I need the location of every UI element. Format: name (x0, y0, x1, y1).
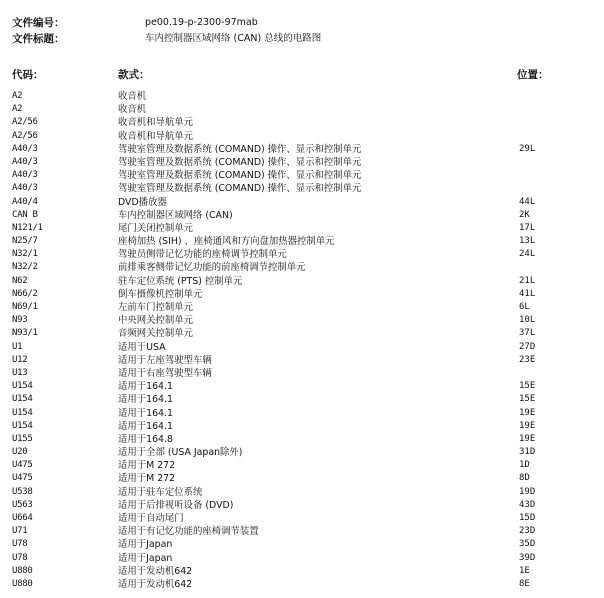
table-row (0, 156, 604, 169)
row-position: 29L (519, 143, 536, 154)
row-code: N93 (12, 315, 28, 326)
column-header-model: 款式： (118, 69, 150, 81)
row-position: 1D (519, 460, 530, 471)
table-row (0, 116, 604, 129)
row-code: A40/3 (12, 143, 38, 154)
table-row (0, 288, 604, 301)
table-row (0, 512, 604, 525)
table-row (0, 248, 604, 261)
row-code: N66/2 (12, 288, 38, 299)
row-code: U880 (12, 578, 33, 589)
row-code: N25/7 (12, 236, 38, 247)
table-row (0, 341, 604, 354)
row-code: U475 (12, 460, 33, 471)
row-position: 17L (519, 222, 536, 233)
row-model: 适用于发动机642 (118, 578, 193, 590)
row-model: 座椅加热 (SIH) 、座椅通风和方向盘加热器控制单元 (118, 236, 335, 248)
row-model: 适用于164.8 (118, 433, 173, 445)
row-model: 音频网关控制单元 (118, 328, 194, 340)
row-model: 收音机和导航单元 (118, 117, 194, 129)
table-row (0, 169, 604, 182)
table-row (0, 354, 604, 367)
table-row (0, 301, 604, 314)
row-model: 适用于全部 (USA Japan除外) (118, 447, 243, 459)
row-model: 适用于Japan (118, 552, 173, 564)
row-code: U155 (12, 433, 33, 444)
row-model: 车内控制器区域网络 (CAN) (118, 209, 233, 221)
row-position: 23D (519, 526, 536, 537)
row-model: 尾门关闭控制单元 (118, 222, 194, 234)
table-row (0, 103, 604, 116)
row-model: 适用于发动机642 (118, 565, 193, 577)
row-code: A40/3 (12, 170, 38, 181)
row-position: 19D (519, 486, 536, 497)
row-position: 21L (519, 275, 536, 286)
row-code: CAN B (12, 209, 38, 220)
row-code: A40/3 (12, 156, 38, 167)
row-model: 驻车定位系统 (PTS) 控制单元 (118, 275, 243, 287)
doc-number-value: pe00.19-p-2300-97mab (145, 17, 258, 28)
row-position: 43D (519, 499, 536, 510)
row-code: U154 (12, 407, 33, 418)
row-code: U20 (12, 447, 28, 458)
table-row (0, 499, 604, 512)
row-position: 27D (519, 341, 536, 352)
row-model: 适用于164.1 (118, 407, 173, 419)
table-row (0, 143, 604, 156)
row-position: 13L (519, 236, 536, 247)
table-row (0, 327, 604, 340)
table-row (0, 565, 604, 578)
row-code: U78 (12, 552, 28, 563)
table-row (0, 459, 604, 472)
row-code: U12 (12, 354, 28, 365)
row-code: A2 (12, 91, 23, 101)
doc-number-label: 文件编号： (12, 17, 65, 29)
table-row (0, 182, 604, 195)
row-code: U154 (12, 394, 33, 405)
table-row (0, 380, 604, 393)
row-code: U475 (12, 473, 33, 484)
row-position: 1E (519, 565, 530, 576)
table-row (0, 578, 604, 591)
row-code: U880 (12, 565, 33, 576)
row-model: 适用于USA (118, 341, 166, 353)
row-code: U154 (12, 381, 33, 392)
row-model: 前排乘客侧带记忆功能的前座椅调节控制单元 (118, 262, 306, 274)
row-model: 适用于M 272 (118, 473, 176, 485)
row-position: 37L (519, 328, 536, 339)
row-code: U664 (12, 513, 33, 523)
row-position: 41L (519, 288, 536, 299)
row-position: 8D (519, 473, 530, 484)
doc-title-value: 车内控制器区域网络 (CAN) 总线的电路图 (145, 33, 322, 44)
row-code: A40/3 (12, 183, 38, 194)
table-row (0, 275, 604, 288)
row-model: 适用于左座驾驶型车辆 (118, 354, 212, 366)
row-model: 适用于164.1 (118, 420, 173, 432)
row-model: 驾驶室管理及数据系统 (COMAND) 操作、显示和控制单元 (118, 183, 362, 195)
row-position: 23E (519, 354, 536, 365)
row-model: 驾驶室管理及数据系统 (COMAND) 操作、显示和控制单元 (118, 170, 362, 182)
row-position: 24L (519, 249, 536, 260)
table-row (0, 433, 604, 446)
table-row (0, 538, 604, 551)
row-position: 44L (519, 196, 536, 207)
row-model: 驾驶员侧带记忆功能的座椅调节控制单元 (118, 249, 287, 261)
row-code: U13 (12, 367, 28, 378)
column-header-position: 位置： (517, 69, 549, 81)
row-model: 适用于驻车定位系统 (118, 486, 203, 498)
row-position: 35D (519, 539, 536, 550)
row-code: N121/1 (12, 222, 43, 233)
row-position: 10L (519, 315, 536, 326)
row-code: U71 (12, 526, 28, 537)
row-code: A2 (12, 104, 23, 115)
table-row (0, 525, 604, 538)
row-code: N93/1 (12, 328, 38, 339)
row-model: 适用于右座驾驶型车辆 (118, 367, 212, 379)
table-row (0, 407, 604, 420)
row-position: 19E (519, 420, 536, 431)
row-model: 驾驶室管理及数据系统 (COMAND) 操作、显示和控制单元 (118, 156, 362, 168)
row-model: 收音机 (118, 104, 147, 116)
row-code: A2/56 (12, 130, 38, 141)
table-row (0, 486, 604, 499)
row-position: 31D (519, 447, 536, 458)
row-position: 19E (519, 433, 536, 444)
row-code: U154 (12, 420, 33, 431)
row-model: 适用于164.1 (118, 381, 173, 393)
row-position: 15D (519, 513, 536, 523)
row-code: N62 (12, 275, 28, 286)
row-code: A40/4 (12, 196, 38, 207)
row-model: 收音机 (118, 91, 147, 102)
row-code: U78 (12, 539, 28, 550)
row-position: 6L (519, 302, 530, 312)
table-row (0, 235, 604, 248)
table-row (0, 261, 604, 274)
row-position: 8E (519, 578, 530, 589)
row-code: A2/56 (12, 117, 38, 128)
table-row (0, 446, 604, 459)
row-position: 15E (519, 381, 536, 392)
row-model: 适用于M 272 (118, 460, 176, 472)
table-row (0, 209, 604, 222)
column-header-code: 代码： (12, 69, 44, 81)
row-model: 适用于后排视听设备 (DVD) (118, 499, 234, 511)
row-model: 适用于自动尾门 (118, 513, 184, 524)
row-model: DVD播放器 (118, 196, 167, 208)
row-position: 39D (519, 552, 536, 563)
table-row (0, 367, 604, 380)
row-model: 适用于有记忆功能的座椅调节装置 (118, 526, 259, 538)
row-model: 中央网关控制单元 (118, 315, 194, 327)
row-code: U1 (12, 341, 23, 352)
table-row (0, 196, 604, 209)
table-row (0, 130, 604, 143)
table-row (0, 552, 604, 565)
table-row (0, 90, 604, 103)
row-code: N32/2 (12, 262, 38, 273)
row-model: 适用于Japan (118, 539, 173, 551)
row-model: 左前车门控制单元 (118, 302, 194, 313)
table-row (0, 393, 604, 406)
table-row (0, 314, 604, 327)
row-position: 2K (519, 209, 530, 220)
row-model: 驾驶室管理及数据系统 (COMAND) 操作、显示和控制单元 (118, 143, 362, 155)
row-position: 19E (519, 407, 536, 418)
table-row (0, 472, 604, 485)
legend-table (0, 90, 604, 591)
row-position: 15E (519, 394, 536, 405)
row-code: U563 (12, 499, 33, 510)
row-model: 适用于164.1 (118, 394, 173, 406)
doc-title-label: 文件标题： (12, 33, 65, 45)
row-code: N32/1 (12, 249, 38, 260)
table-row (0, 420, 604, 433)
row-code: N69/1 (12, 302, 38, 312)
row-model: 倒车摄像机控制单元 (118, 288, 203, 300)
row-model: 收音机和导航单元 (118, 130, 194, 142)
row-code: U538 (12, 486, 33, 497)
table-row (0, 222, 604, 235)
